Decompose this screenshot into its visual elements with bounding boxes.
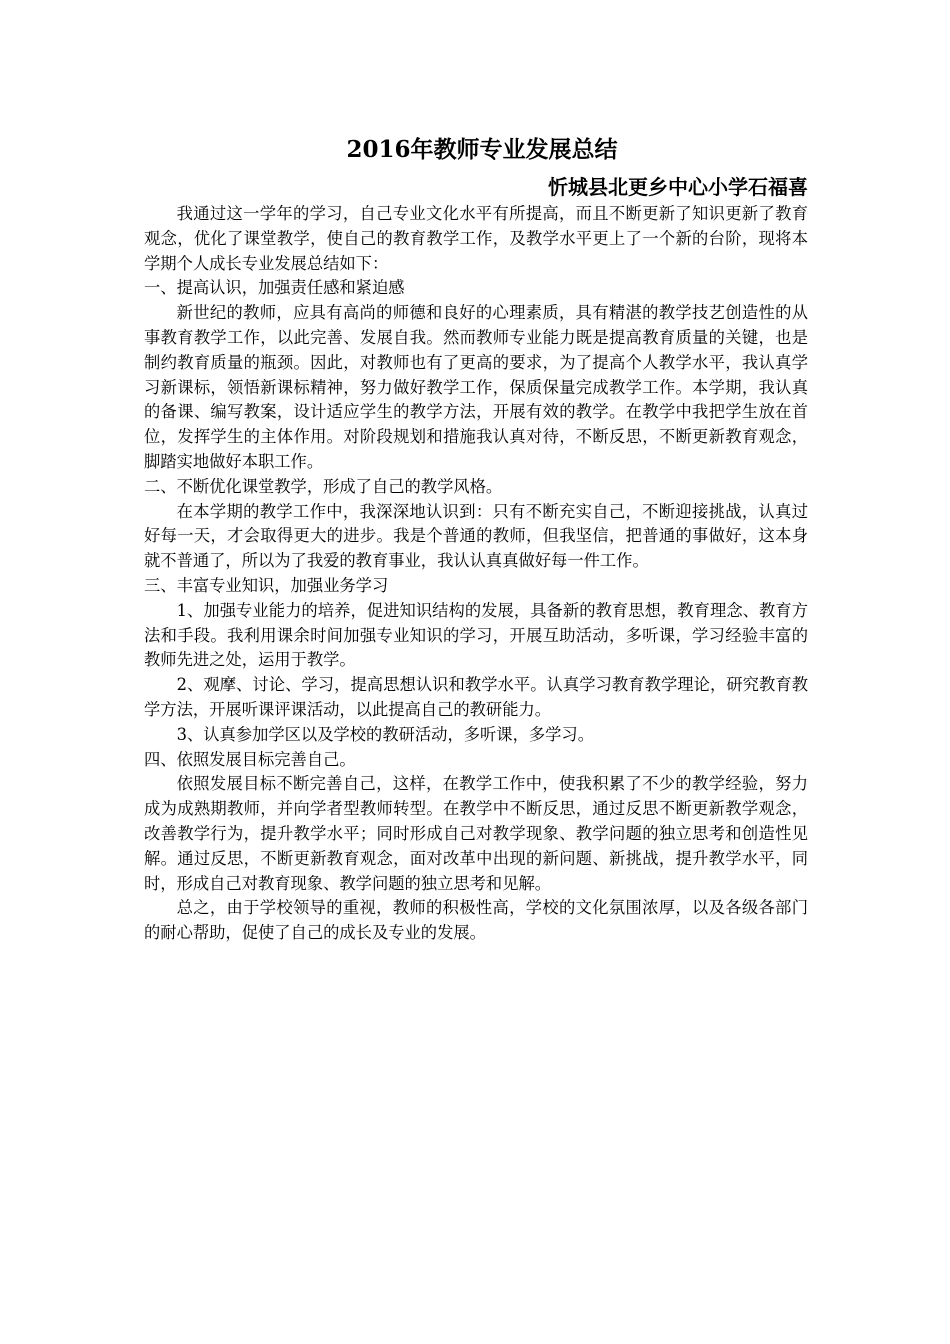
section-3-item-1: 1、加强专业能力的培养，促进知识结构的发展，具备新的教育思想，教育理念、教育方法和手段。我利用课余时间加强专业知识的学习，开展互助活动，多听课，学习经验丰富的教师先进之处，运用于教学。	[144, 600, 808, 670]
section-heading-1: 一、提高认识，加强责任感和紧迫感	[144, 278, 405, 298]
document-page	[144, 133, 808, 946]
section-heading-4: 四、依照发展目标完善自己。	[144, 749, 356, 769]
section-heading-2: 二、不断优化课堂教学，形成了自己的教学风格。	[144, 476, 503, 496]
document-author: 忻城县北更乡中心小学石福喜	[548, 175, 808, 199]
section-2-paragraph: 在本学期的教学工作中，我深深地认识到：只有不断充实自己，不断迎接挑战，认真过好每一天，才会取得更大的进步。我是个普通的教师，但我坚信，把普通的事做好，这本身就不普通了，所以为了我爱的教育事业，我认认真真做好每一件工作。	[144, 501, 808, 571]
section-3-item-3: 3、认真参加学区以及学校的教研活动，多听课，多学习。	[176, 724, 594, 744]
intro-paragraph: 我通过这一学年的学习，自己专业文化水平有所提高，而且不断更新了知识更新了教育观念，优化了课堂教学，使自己的教育教学工作，及教学水平更上了一个新的台阶，现将本学期个人成长专业发展总结如下：	[144, 204, 808, 273]
document-title: 2016年教师专业发展总结	[346, 136, 618, 163]
section-heading-3: 三、丰富专业知识，加强业务学习	[144, 575, 389, 595]
section-1-paragraph: 新世纪的教师，应具有高尚的师德和良好的心理素质，具有精湛的教学技艺创造性的从事教育教学工作，以此完善、发展自我。然而教师专业能力既是提高教育质量的关键，也是制约教育质量的瓶颈。因此，对教师也有了更高的要求，为了提高个人教学水平，我认真学习新课标，领悟新课标精神，努力做好教学工作，保质保量完成教学工作。本学期，我认真的备课、编写教案，设计适应学生的教学方法，开展有效的教学。在教学中我把学生放在首位，发挥学生的主体作用。对阶段规划和措施我认真对待，不断反思，不断更新教育观念，脚踏实地做好本职工作。	[144, 303, 808, 471]
document-body	[144, 202, 808, 946]
conclusion-paragraph: 总之，由于学校领导的重视，教师的积极性高，学校的文化氛围浓厚，以及各级各部门的耐心帮助，促使了自己的成长及专业的发展。	[144, 898, 808, 943]
section-4-paragraph: 依照发展目标不断完善自己，这样，在教学工作中，使我积累了不少的教学经验，努力成为成熟期教师，并向学者型教师转型。在教学中不断反思，通过反思不断更新教学观念，改善教学行为，提升教学水平；同时形成自己对教学现象、教学问题的独立思考和创造性见解。通过反思，不断更新教育观念，面对改革中出现的新问题、新挑战，提升教学水平，同时，形成自己对教育现象、教学问题的独立思考和见解。	[144, 774, 808, 893]
section-3-item-2: 2、观摩、讨论、学习，提高思想认识和教学水平。认真学习教育教学理论，研究教育教学方法，开展听课评课活动，以此提高自己的教研能力。	[144, 675, 808, 719]
